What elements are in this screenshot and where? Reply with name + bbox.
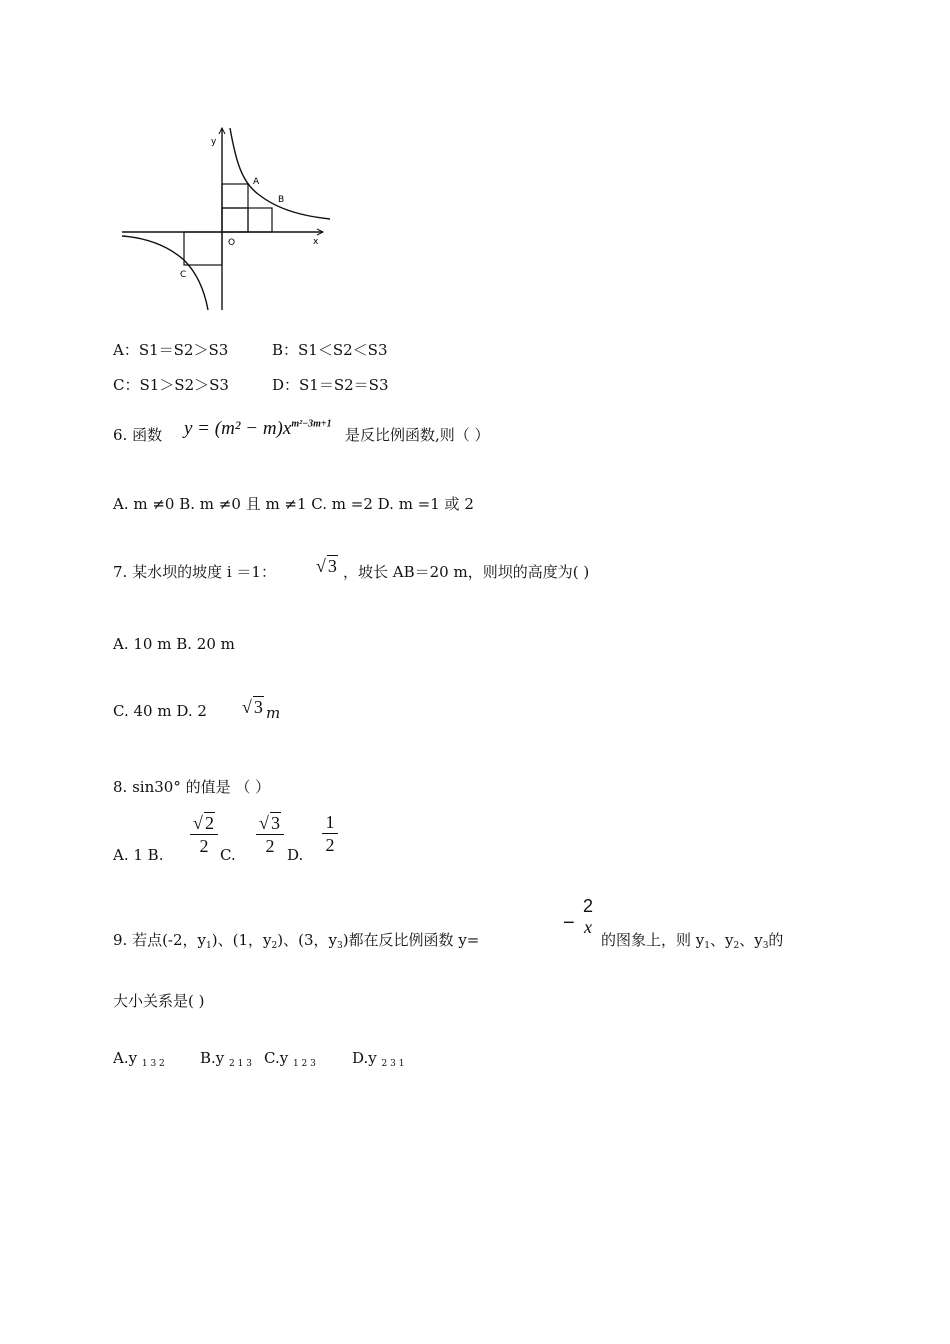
q9-option-label: D.y bbox=[352, 1049, 377, 1067]
q8-fraction-c-denominator: 2 bbox=[265, 836, 275, 856]
q7-radicand: 3 bbox=[327, 556, 337, 576]
q6-formula-exponent: m²−3m+1 bbox=[291, 418, 332, 430]
q9-text: 、y bbox=[709, 931, 734, 949]
q9-text: 的图象上，则 y bbox=[601, 931, 705, 949]
q8-label-c: C. bbox=[220, 846, 236, 864]
q8-fraction-c-radicand: 3 bbox=[270, 813, 280, 833]
rectangle-s2 bbox=[222, 208, 272, 232]
q8-fraction-d bbox=[322, 812, 338, 855]
q6-options: A. m ≠0 B. m ≠0 且 m ≠1 C. m =2 D. m =1 或 2 bbox=[113, 495, 474, 513]
q9-sub: 3 bbox=[762, 941, 769, 951]
q9-option-a bbox=[113, 1049, 165, 1067]
q9-option-sub: 1 2 3 bbox=[292, 1059, 316, 1069]
hyperbola-branch-third-quadrant bbox=[122, 236, 208, 310]
q9-fraction bbox=[580, 896, 596, 937]
q5-option-a: A：S1＝S2＞S3 bbox=[113, 341, 229, 359]
hyperbola-figure bbox=[118, 122, 338, 314]
q9-text: )、(1，y bbox=[211, 931, 272, 949]
q8-fraction-b: √ 2 2 bbox=[190, 812, 218, 856]
q9-sub: 3 bbox=[336, 941, 343, 951]
q6-formula-main: y = (m² − m)x bbox=[184, 418, 292, 439]
q9-sub: 1 bbox=[206, 941, 212, 951]
q8-option-a-and-b-label: A. 1 B. bbox=[113, 846, 164, 864]
q9-option-sub: 2 1 3 bbox=[229, 1059, 252, 1069]
q9-option-b bbox=[200, 1049, 252, 1067]
q9-text: 9. 若点(-2，y bbox=[113, 931, 207, 949]
q9-stem-line2: 大小关系是( ) bbox=[113, 992, 205, 1010]
q9-text: )、(3，y bbox=[277, 931, 337, 949]
q7-option-d-unit: m bbox=[266, 704, 281, 722]
q7-sqrt: √ 3 bbox=[316, 556, 337, 576]
q8-fraction-c: √ 3 2 bbox=[256, 812, 284, 856]
q8-fraction-b-denominator: 2 bbox=[199, 836, 209, 856]
q7-options-ab: A. 10 m B. 20 m bbox=[113, 635, 235, 653]
q9-option-sub: 2 3 1 bbox=[381, 1059, 405, 1069]
q7-options-cd: C. 40 m D. 2 bbox=[113, 702, 207, 720]
q8-label-d: D. bbox=[287, 846, 304, 864]
q5-option-d: D：S1＝S2＝S3 bbox=[272, 376, 389, 394]
q9-sub: 2 bbox=[733, 941, 740, 951]
q8-fraction-d-denominator: 2 bbox=[325, 835, 335, 855]
q9-fraction-denominator: x bbox=[584, 917, 592, 937]
q9-fraction-sign: − bbox=[563, 912, 575, 934]
q8-fraction-d-numerator: 1 bbox=[325, 812, 335, 832]
q6-stem-prefix: 6. 函数 bbox=[113, 426, 163, 444]
q9-stem-line1-end bbox=[601, 929, 783, 950]
q9-sub: 1 bbox=[704, 941, 710, 951]
label-y: y bbox=[211, 137, 217, 147]
q9-sub: 2 bbox=[271, 941, 278, 951]
q5-option-c: C：S1＞S2＞S3 bbox=[113, 376, 229, 394]
q9-option-d bbox=[352, 1049, 404, 1067]
q8-stem: 8. sin30° 的值是 （ ） bbox=[113, 778, 271, 796]
q9-text: 的 bbox=[768, 931, 784, 949]
q7-stem-suffix: ，坡长 AB＝20 m，则坝的高度为( ) bbox=[343, 563, 590, 581]
q9-text: )都在反比例函数 y= bbox=[342, 931, 480, 949]
q9-option-label: C.y bbox=[264, 1049, 289, 1067]
q5-option-b: B：S1＜S2＜S3 bbox=[272, 341, 388, 359]
q7-option-d-sqrt: √ 3 bbox=[242, 697, 263, 717]
q7-stem-prefix: 7. 某水坝的坡度 i ＝1： bbox=[113, 563, 276, 581]
q7-option-d-radicand: 3 bbox=[253, 697, 263, 717]
q8-fraction-b-radicand: 2 bbox=[204, 813, 214, 833]
rectangle-s3 bbox=[184, 232, 222, 265]
label-origin: O bbox=[228, 238, 236, 248]
q6-formula bbox=[184, 418, 332, 440]
label-point-a: A bbox=[253, 177, 260, 187]
hyperbola-branch-first-quadrant bbox=[230, 128, 330, 219]
q9-stem-line1 bbox=[113, 929, 479, 950]
q9-fraction-numerator: 2 bbox=[582, 896, 593, 916]
q9-option-label: A.y bbox=[113, 1049, 138, 1067]
q6-stem-suffix: 是反比例函数,则（ ） bbox=[345, 426, 490, 444]
q9-option-c bbox=[264, 1049, 316, 1067]
q9-option-label: B.y bbox=[200, 1049, 225, 1067]
label-point-c: C bbox=[180, 270, 187, 280]
label-x: x bbox=[313, 237, 319, 247]
label-point-b: B bbox=[278, 195, 285, 205]
q9-option-sub: 1 3 2 bbox=[141, 1059, 165, 1069]
q9-text: 、y bbox=[739, 931, 763, 949]
